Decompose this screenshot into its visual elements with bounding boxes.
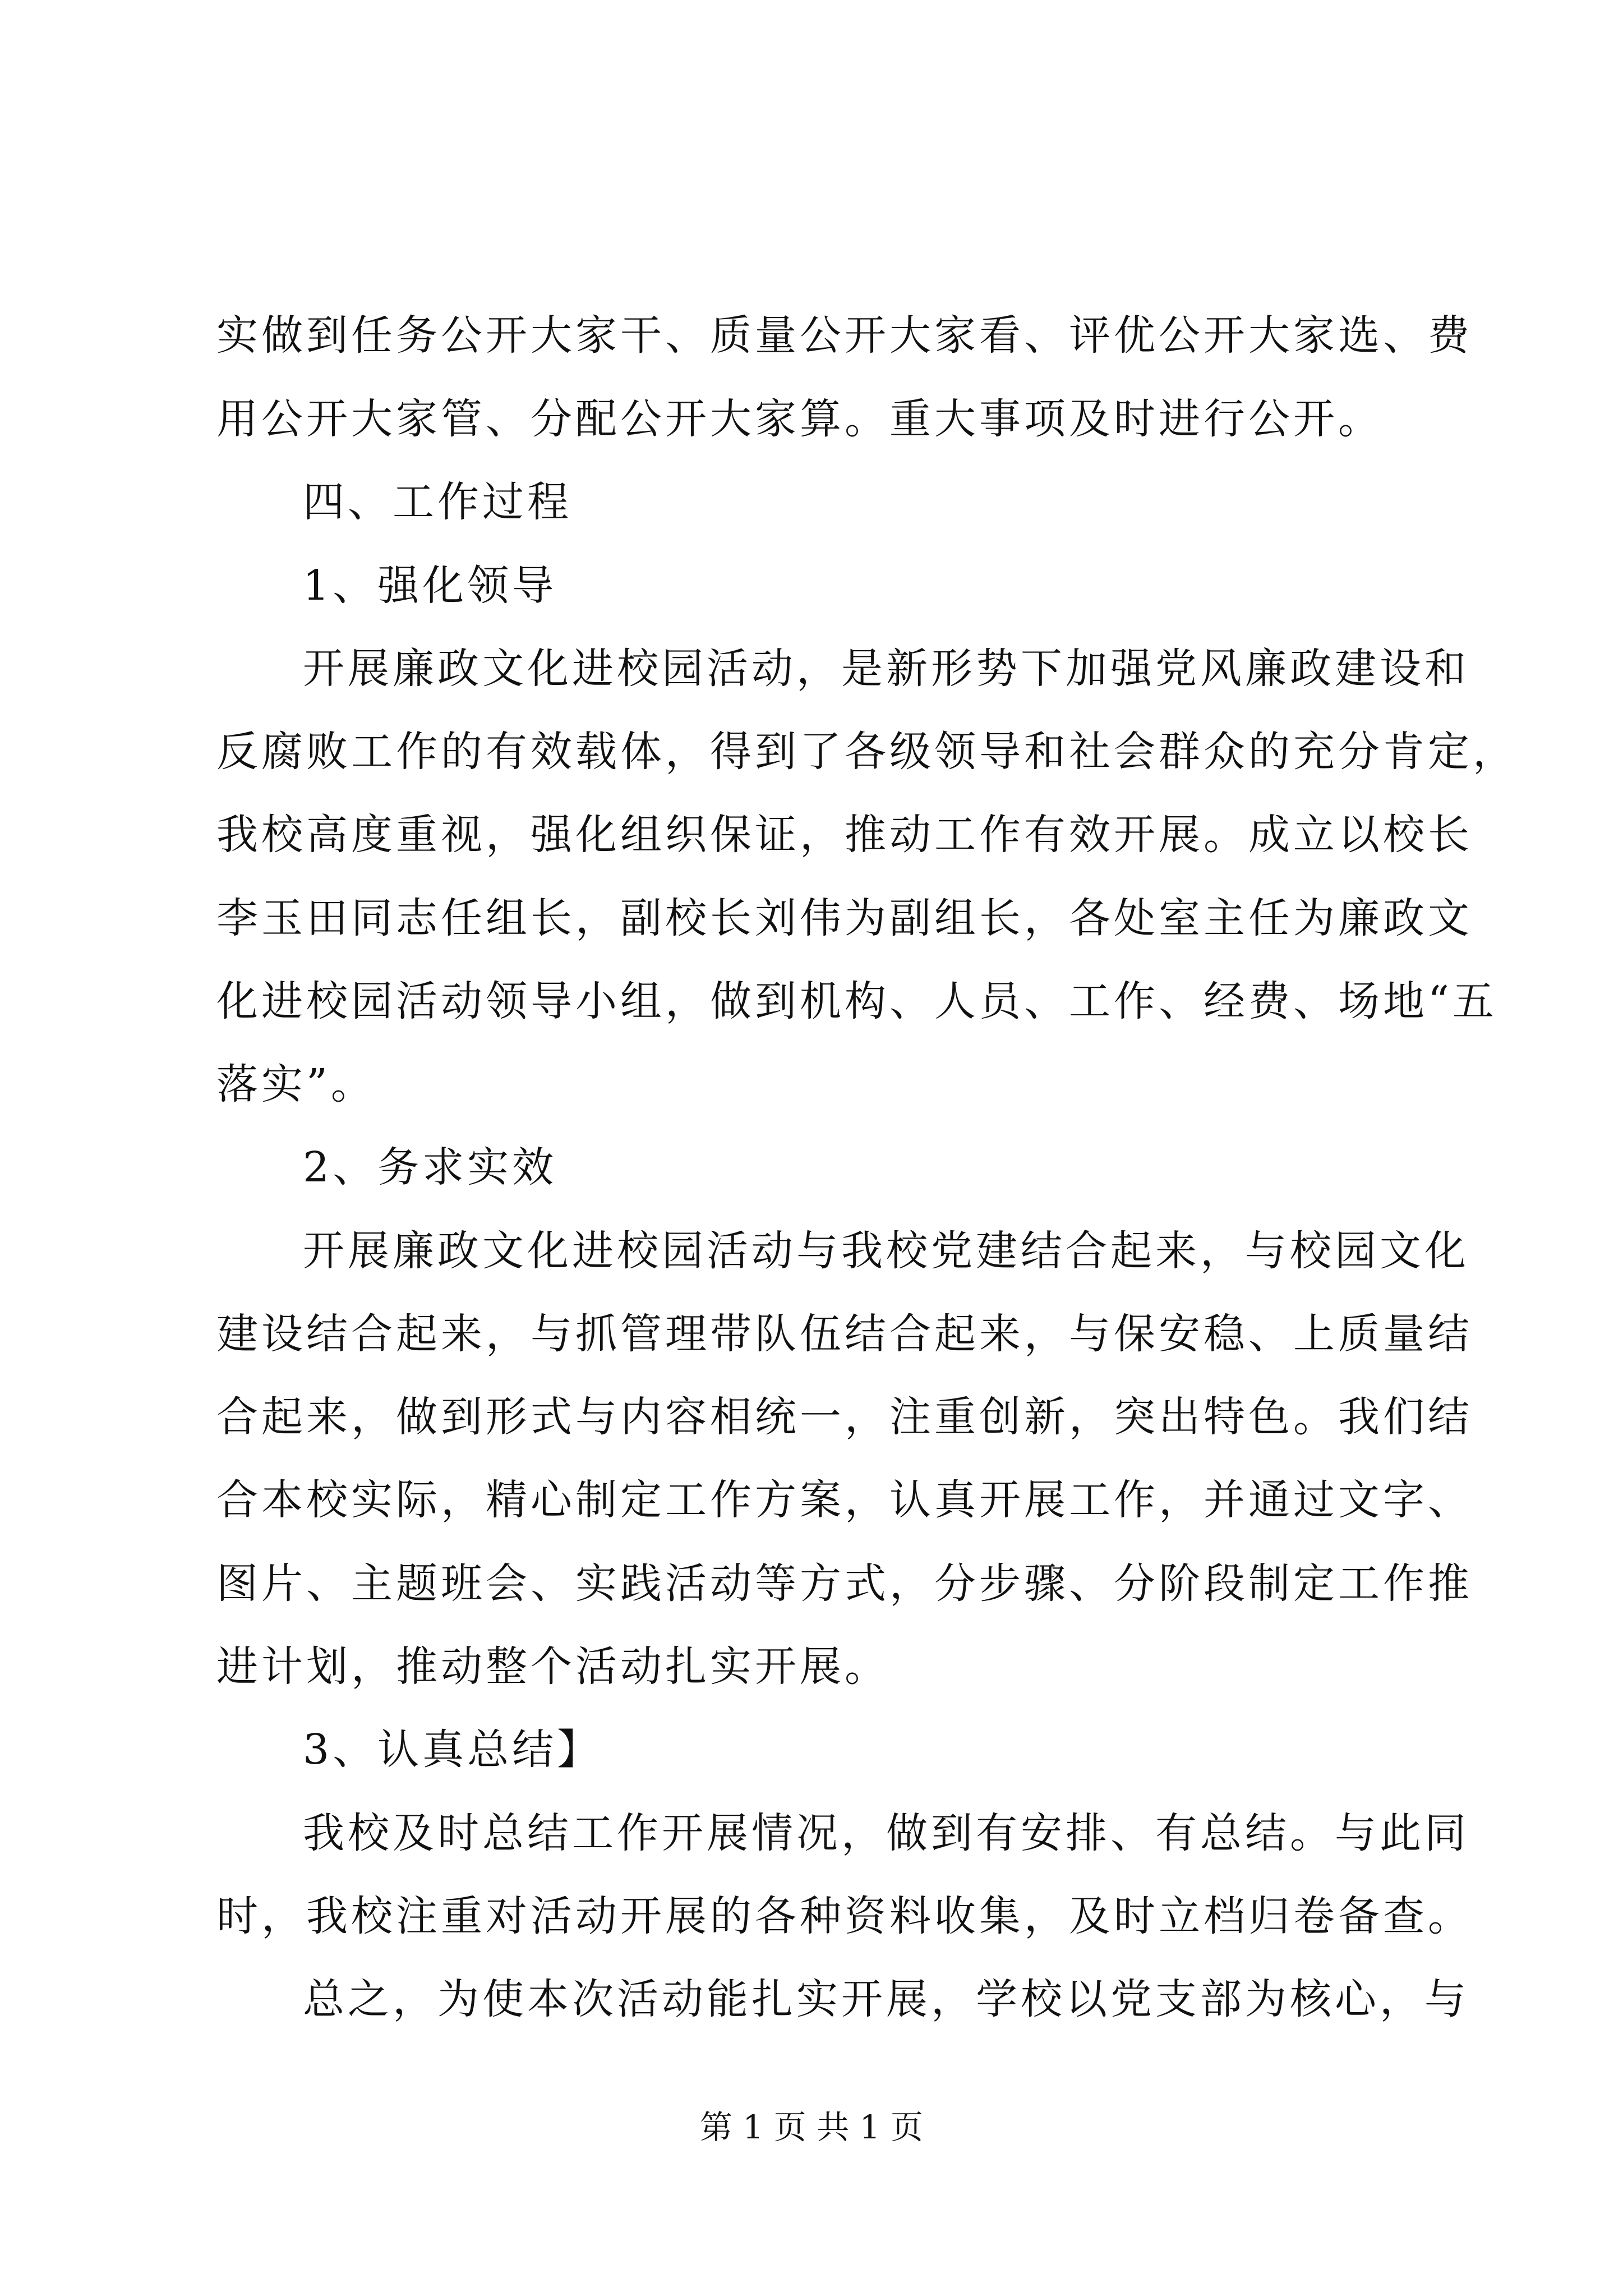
subsection-heading [0,1139,1623,1195]
line-text: 3、认真总结】 [303,1726,602,1774]
line-text: 时，我校注重对活动开展的各种资料收集，及时立档归卷备查。 [216,1892,1473,1940]
body-line [0,890,1623,946]
body-line [0,1888,1623,1944]
body-line [0,391,1623,447]
body-line [0,1389,1623,1445]
line-text: 四、工作过程 [303,478,572,526]
line-text: 图片、主题班会、实践活动等方式，分步骤、分阶段制定工作推 [216,1559,1473,1608]
line-text: 开展廉政文化进校园活动与我校党建结合起来，与校园文化 [303,1227,1469,1275]
body-line [0,1056,1623,1112]
line-text: 反腐败工作的有效载体，得到了各级领导和社会群众的充分肯定， [216,728,1518,776]
body-line [0,973,1623,1029]
body-line [0,1556,1623,1612]
line-text: 进计划，推动整个活动扎实开展。 [216,1642,889,1691]
body-line [0,1805,1623,1861]
body-line [0,1306,1623,1362]
subsection-heading [0,1722,1623,1778]
line-text: 我校高度重视，强化组织保证，推动工作有效开展。成立以校长 [216,811,1473,859]
section-heading [0,474,1623,530]
line-text: 合起来，做到形式与内容相统一，注重创新，突出特色。我们结 [216,1393,1473,1441]
body-line [0,307,1623,364]
line-text: 总之，为使本次活动能扎实开展，学校以党支部为核心，与 [303,1975,1469,2023]
body-line [0,1223,1623,1279]
body-line [0,1639,1623,1695]
line-text: 李玉田同志任组长，副校长刘伟为副组长，各处室主任为廉政文 [216,894,1473,942]
body-line [0,1971,1623,2027]
body-line [0,1472,1623,1528]
body-line [0,724,1623,780]
line-text: 合本校实际，精心制定工作方案，认真开展工作，并通过文字、 [216,1476,1473,1524]
line-text: 实做到任务公开大家干、质量公开大家看、评优公开大家选、费 [216,311,1473,360]
page-footer: 第 1 页 共 1 页 [700,2108,923,2146]
line-text: 建设结合起来，与抓管理带队伍结合起来，与保安稳、上质量结 [216,1310,1473,1358]
body-line [0,807,1623,863]
line-text: 2、务求实效 [303,1143,557,1191]
line-text: 化进校园活动领导小组，做到机构、人员、工作、经费、场地“五 [216,977,1497,1025]
line-text: 我校及时总结工作开展情况，做到有安排、有总结。与此同 [303,1809,1469,1857]
line-text: 1、强化领导 [303,562,557,610]
subsection-heading [0,558,1623,614]
body-line [0,641,1623,697]
line-text: 落实”。 [216,1060,376,1108]
line-text: 用公开大家管、分配公开大家算。重大事项及时进行公开。 [216,395,1383,443]
line-text: 开展廉政文化进校园活动，是新形势下加强党风廉政建设和 [303,645,1469,693]
